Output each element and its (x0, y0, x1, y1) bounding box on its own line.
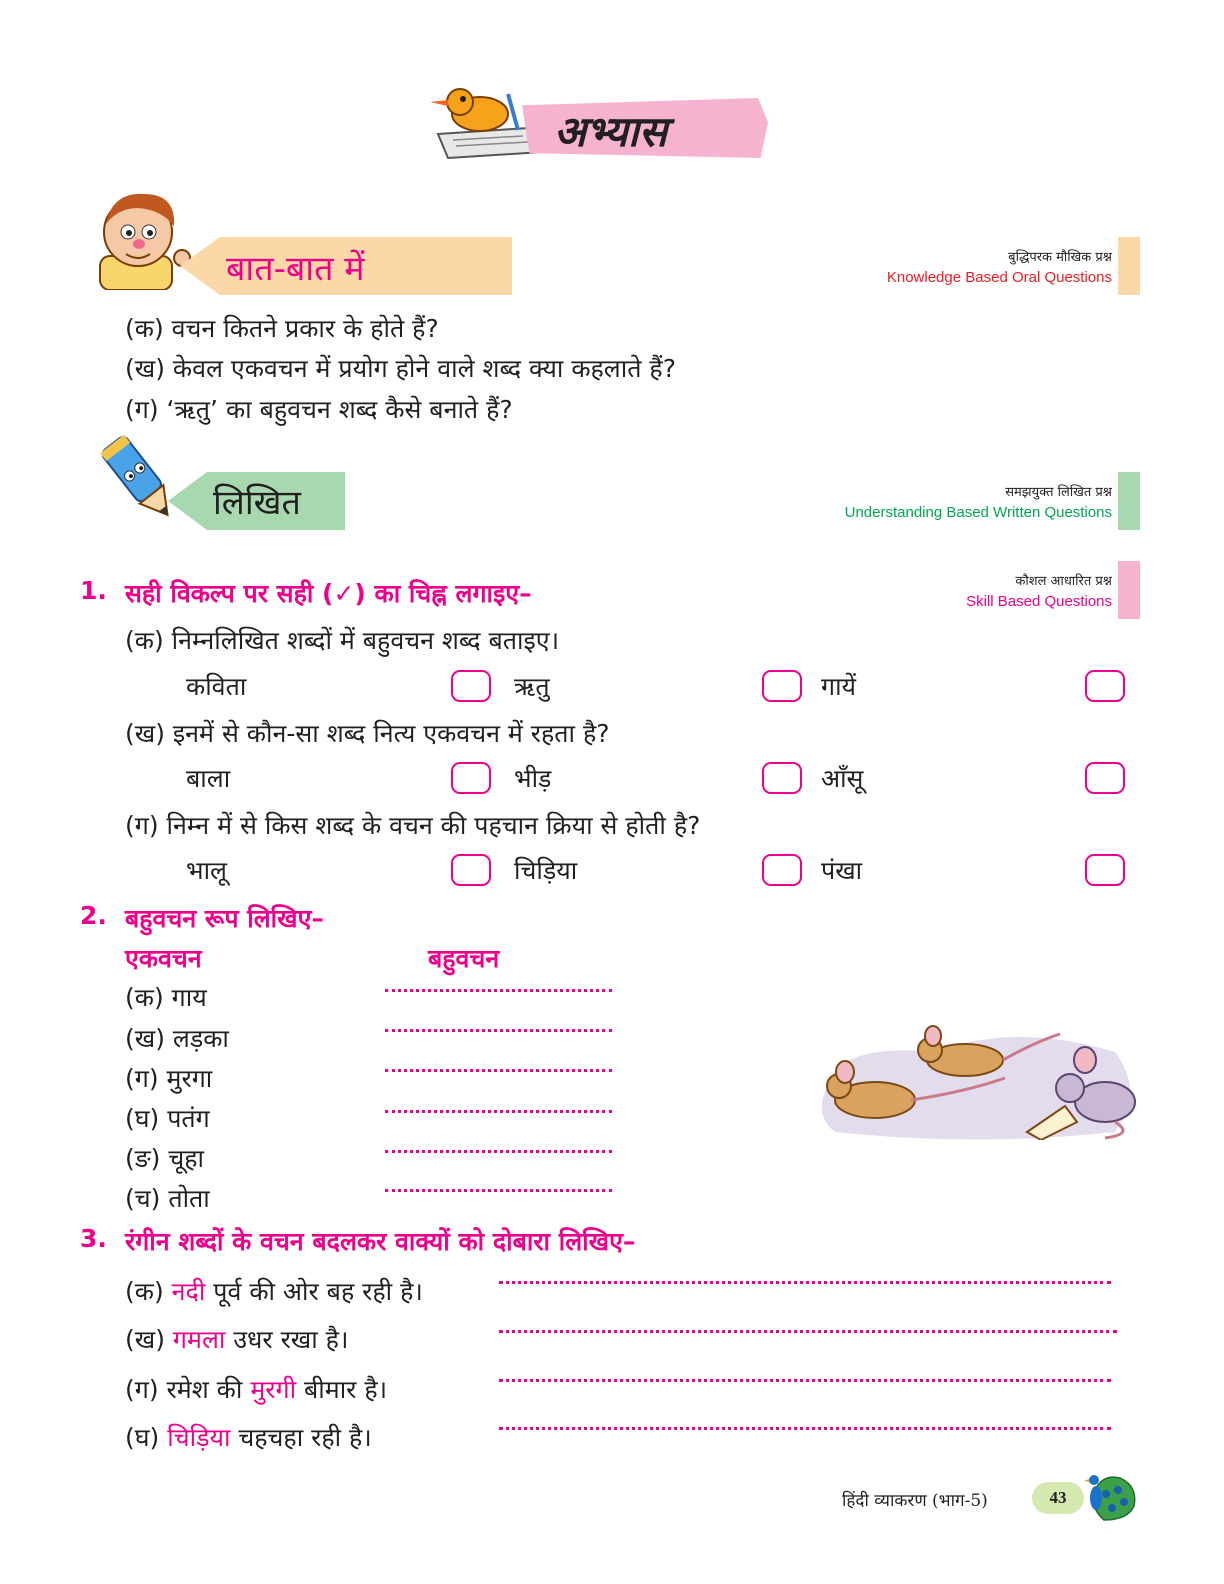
q3-sentence-a (125, 1274, 423, 1308)
oral-tag-bar (1118, 237, 1140, 295)
q3-title: रंगीन शब्दों के वचन बदलकर वाक्यों को दोबारा लिखिए– (125, 1227, 636, 1256)
q1-part-a-option-1: कविता (186, 672, 247, 701)
q1-part-a-question: (क) निम्नलिखित शब्दों में बहुवचन शब्द बताइए। (125, 626, 560, 655)
q2-answer-line-d[interactable] (385, 1110, 612, 1113)
oral-question-b: (ख) केवल एकवचन में प्रयोग होने वाले शब्द क्या कहलाते हैं? (125, 354, 676, 383)
oral-section-tag (887, 247, 1112, 286)
q3-answer-line-a[interactable] (499, 1281, 1111, 1284)
q2-number: 2. (80, 901, 107, 930)
q2-answer-line-e[interactable] (385, 1150, 612, 1153)
written-tag-hindi: समझयुक्त लिखित प्रश्न (1005, 485, 1112, 500)
boy-illustration (92, 186, 192, 290)
q3-sentence-c (125, 1372, 387, 1406)
q2-col-singular: एकवचन (125, 944, 202, 973)
q3-answer-line-c[interactable] (499, 1379, 1111, 1382)
q1-part-c-checkbox-1[interactable] (451, 854, 491, 886)
written-section-title: लिखित (213, 483, 301, 523)
q2-answer-line-c[interactable] (385, 1069, 612, 1072)
page-number-badge (1032, 1482, 1084, 1514)
q1-part-a-option-2: ऋतु (514, 672, 550, 701)
q1-number: 1. (80, 576, 107, 605)
q1-part-b-checkbox-1[interactable] (451, 762, 491, 794)
written-tag-bar (1118, 472, 1140, 530)
q1-part-b-option-1: बाला (186, 764, 231, 793)
oral-tag-hindi: बुद्धिपरक मौखिक प्रश्न (1008, 250, 1112, 265)
q1-part-c-question: (ग) निम्न में से किस शब्द के वचन की पहचान क्रिया से होती है? (125, 811, 701, 840)
q2-item-b: (ख) लड़का (125, 1024, 229, 1053)
q3-label-a: (क) (125, 1277, 164, 1306)
q3-rest-c: बीमार है। (304, 1375, 388, 1404)
q2-item-d: (घ) पतंग (125, 1104, 210, 1133)
q1-part-c-option-3: पंखा (821, 856, 863, 885)
skill-tag (966, 571, 1112, 610)
skill-tag-bar (1118, 561, 1140, 619)
page-title: अभ्यास (554, 107, 668, 156)
q2-item-e: (ङ) चूहा (125, 1144, 205, 1173)
skill-tag-english: Skill Based Questions (966, 593, 1112, 610)
q2-item-c: (ग) मुरगा (125, 1064, 213, 1093)
skill-tag-hindi: कौशल आधारित प्रश्न (1015, 574, 1112, 589)
q1-part-c-checkbox-2[interactable] (762, 854, 802, 886)
q3-colored-word-d: चिड़िया (167, 1423, 231, 1452)
q3-sentence-b (125, 1322, 348, 1356)
oral-question-a: (क) वचन कितने प्रकार के होते हैं? (125, 314, 439, 343)
q3-rest-b: उधर रखा है। (233, 1325, 349, 1354)
written-tag-english: Understanding Based Written Questions (844, 504, 1112, 521)
q3-label-d: (घ) (125, 1423, 160, 1452)
q1-part-c-option-1: भालू (186, 856, 228, 885)
mice-illustration (815, 1022, 1143, 1140)
q3-colored-word-a: नदी (171, 1277, 206, 1306)
q3-colored-word-c: मुरगी (250, 1375, 297, 1404)
q1-part-a-checkbox-3[interactable] (1085, 670, 1125, 702)
q1-part-a-checkbox-2[interactable] (762, 670, 802, 702)
q3-answer-line-d[interactable] (499, 1427, 1111, 1430)
q3-label-b: (ख) (125, 1325, 165, 1354)
q1-part-b-checkbox-3[interactable] (1085, 762, 1125, 794)
written-section-tag (845, 482, 1112, 521)
q2-item-a: (क) गाय (125, 983, 207, 1012)
oral-tag-english: Knowledge Based Oral Questions (886, 269, 1112, 286)
q1-part-c-option-2: चिड़िया (514, 856, 578, 885)
q1-part-b-checkbox-2[interactable] (762, 762, 802, 794)
oral-question-c: (ग) ‘ऋतु’ का बहुवचन शब्द कैसे बनाते हैं? (125, 395, 513, 424)
q1-part-a-checkbox-1[interactable] (451, 670, 491, 702)
q2-title: बहुवचन रूप लिखिए– (125, 904, 324, 933)
q1-part-a-option-3: गायें (821, 672, 857, 701)
q3-rest-a: पूर्व की ओर बह रही है। (213, 1277, 423, 1306)
q1-part-b-option-2: भीड़ (514, 764, 552, 793)
q2-col-plural: बहुवचन (428, 944, 500, 973)
q3-sentence-d (125, 1420, 372, 1454)
q1-title: सही विकल्प पर सही (✓) का चिह्न लगाइए– (125, 579, 532, 608)
q3-label-c: (ग) (125, 1375, 159, 1404)
page-number: 43 (1049, 1488, 1067, 1507)
q2-answer-line-f[interactable] (385, 1189, 612, 1192)
q3-number: 3. (80, 1224, 107, 1253)
oral-section-title: बात-बात में (226, 249, 365, 289)
q3-colored-word-b: गमला (172, 1325, 226, 1354)
q1-part-c-checkbox-3[interactable] (1085, 854, 1125, 886)
q2-answer-line-a[interactable] (385, 989, 612, 992)
q2-answer-line-b[interactable] (385, 1029, 612, 1032)
peacock-icon (1082, 1466, 1140, 1522)
q3-pre-c: रमेश की (166, 1375, 243, 1404)
q1-part-b-option-3: आँसू (821, 764, 864, 793)
q2-item-f: (च) तोता (125, 1184, 210, 1213)
q3-answer-line-b[interactable] (499, 1330, 1117, 1333)
q3-rest-d: चहचहा रही है। (238, 1423, 372, 1452)
q1-part-b-question: (ख) इनमें से कौन-सा शब्द नित्य एकवचन में रहता है? (125, 719, 610, 748)
footer-book-title: हिंदी व्याकरण (भाग-5) (842, 1491, 988, 1511)
pencil-illustration (100, 430, 180, 526)
